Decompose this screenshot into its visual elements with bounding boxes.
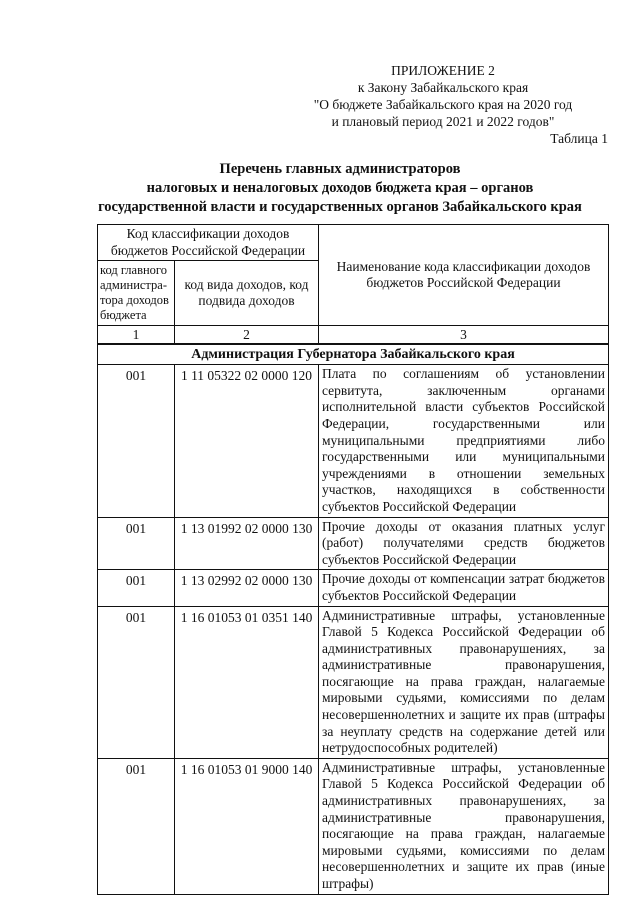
admin-code-cell: 001 [98, 758, 175, 894]
appendix-law-name-line: "О бюджете Забайкальского края на 2020 год [313, 97, 573, 112]
admin-code-cell: 001 [98, 365, 175, 517]
income-name-cell: Прочие доходы от оказания платных услуг (работ) получателями средств бюджетов субъектов Российской Федерации [319, 517, 609, 570]
income-code-cell: 1 16 01053 01 9000 140 [175, 758, 319, 894]
income-code-cell: 1 13 01992 02 0000 130 [175, 517, 319, 570]
income-code-cell: 1 11 05322 02 0000 120 [175, 365, 319, 517]
table-row [98, 606, 609, 758]
header-name-column: Наименование кода классификации доходов бюджетов Российской Федерации [319, 225, 609, 326]
document-title [60, 160, 620, 217]
column-number-row [98, 326, 609, 345]
income-name-cell: Административные штрафы, установленные Главой 5 Кодекса Российской Федерации об административных правонарушениях, за административные правонарушения, посягающие на права граждан, налагаемые мировыми судьями, комиссиями по делам несовершеннолетних и защите их прав (штрафы за неуплату средств на содержание детей или нетрудоспособных родителей) [319, 606, 609, 758]
appendix-title: ПРИЛОЖЕНИЕ 2 [391, 63, 495, 78]
header-kind-code: код вида доходов, код подвида доходов [175, 261, 319, 326]
title-line-3: государственной власти и государственных органов Забайкальского края [98, 199, 582, 215]
header-classification-group: Код классификации доходов бюджетов Российской Федерации [98, 225, 319, 261]
table-row [98, 758, 609, 894]
header-admin-code: код главного администра-тора доходов бюджета [98, 261, 175, 326]
section-row [98, 344, 609, 365]
appendix-block [278, 62, 608, 147]
table-row [98, 517, 609, 570]
admin-code-cell: 001 [98, 570, 175, 606]
column-number: 1 [98, 326, 175, 345]
table-label: Таблица 1 [550, 131, 608, 146]
income-code-cell: 1 16 01053 01 0351 140 [175, 606, 319, 758]
column-number: 2 [175, 326, 319, 345]
section-title: Администрация Губернатора Забайкальского края [98, 344, 609, 365]
title-line-2: налоговых и неналоговых доходов бюджета края – органов [146, 180, 534, 196]
admin-code-cell: 001 [98, 606, 175, 758]
income-name-cell: Административные штрафы, установленные Главой 5 Кодекса Российской Федерации об административных правонарушениях, за административные правонарушения, посягающие на права граждан, налагаемые мировыми судьями, комиссиями по делам несовершеннолетних и защите их прав (иные штрафы) [319, 758, 609, 894]
admin-code-cell: 001 [98, 517, 175, 570]
header-row-group [98, 225, 609, 261]
appendix-law-period-line: и плановый период 2021 и 2022 годов" [331, 114, 555, 129]
table-row [98, 365, 609, 517]
title-line-1: Перечень главных администраторов [219, 161, 461, 177]
income-name-cell: Плата по соглашениям об установлении сервитута, заключенным органами исполнительной власти субъектов Российской Федерации, государственными или муниципальными предприятиями либо государственными или муниципальными учреждениями в отношении земельных участков, находящихся в собственности субъектов Российской Федерации [319, 365, 609, 517]
appendix-law-line: к Закону Забайкальского края [357, 80, 529, 95]
income-code-cell: 1 13 02992 02 0000 130 [175, 570, 319, 606]
table-row [98, 570, 609, 606]
revenue-administrators-table [97, 224, 609, 895]
income-name-cell: Прочие доходы от компенсации затрат бюджетов субъектов Российской Федерации [319, 570, 609, 606]
column-number: 3 [319, 326, 609, 345]
